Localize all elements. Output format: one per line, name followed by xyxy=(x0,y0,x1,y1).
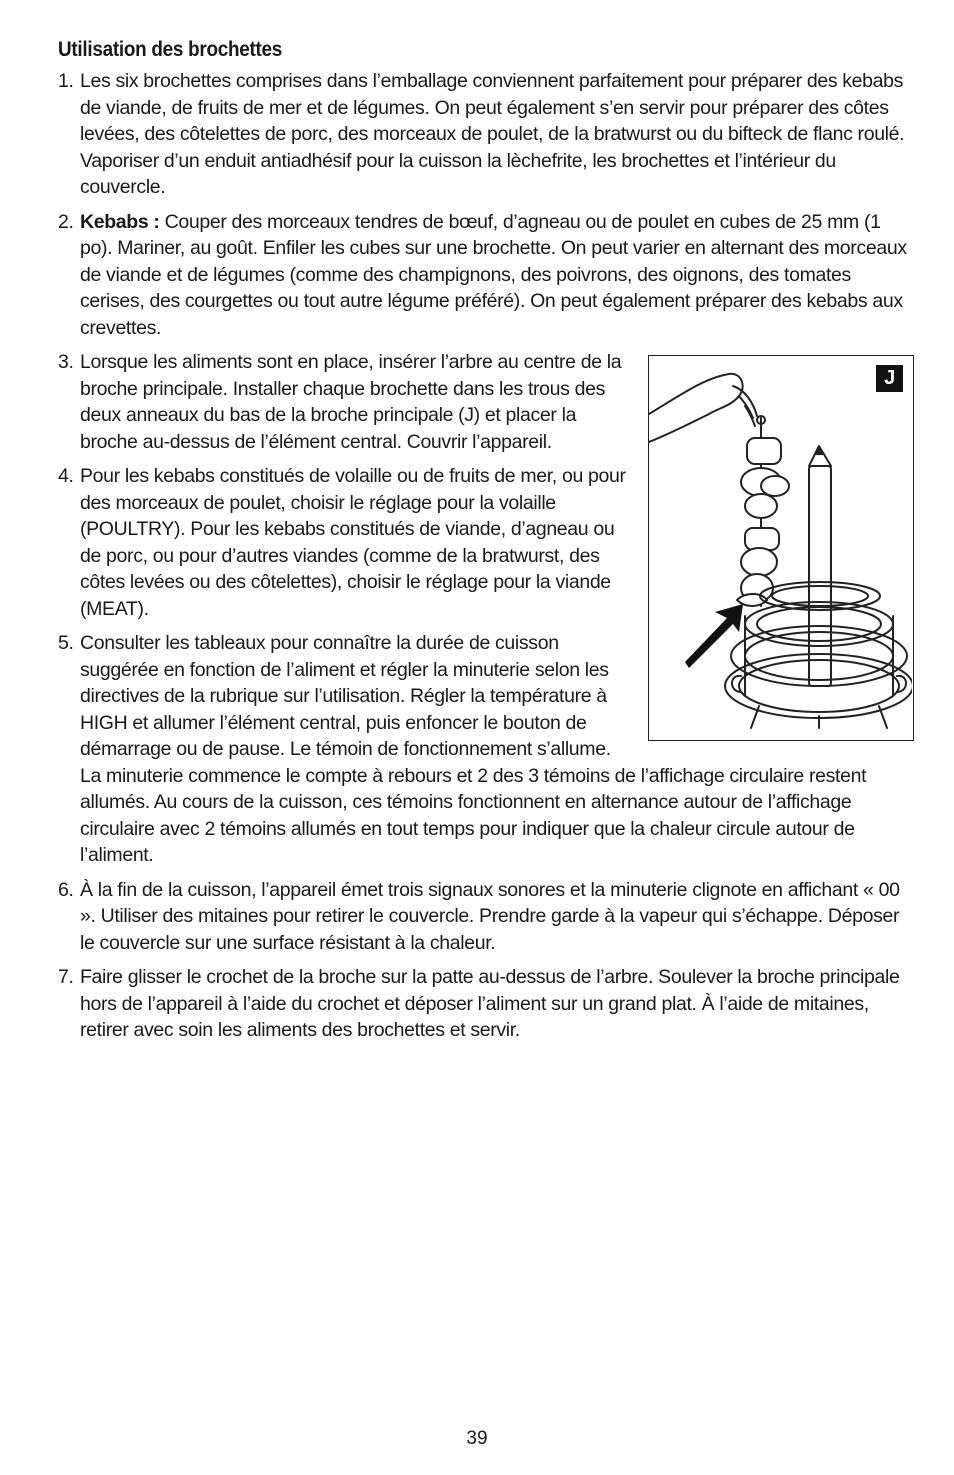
figure-label-badge: J xyxy=(876,365,903,392)
section-heading: Utilisation des brochettes xyxy=(58,38,283,61)
list-item-1: 1. Les six brochettes comprises dans l’emballage conviennent parfaitement pour préparer des kebabs de viande, de fruits de mer et de légumes. On peut également s’en servir pour préparer des côtes levées, des côtelettes de porc, des morceaux de poulet, de la bratwurst ou du bifteck de flanc roulé. Vaporiser d’un enduit antiadhésif pour la cuisson la lèchefrite, les brochettes et l’intérieur du couvercle. xyxy=(58,70,905,198)
list-item-3: J 3. Lorsque les aliments sont en place, insérer l’arbre au centre de la broche principale. Installer chaque brochette dans les trous des deux anneaux du bas de la broche principale (J) et placer la broche au-dessus de l’élément central. Couvrir l’appareil. xyxy=(58,349,914,455)
page-content xyxy=(58,38,914,1052)
kebabs-lead: Kebabs : xyxy=(80,210,160,233)
list-item-6: 6. À la fin de la cuisson, l’appareil émet trois signaux sonores et la minuterie clignote en affichant « 00 ». Utiliser des mitaines pour retirer le couvercle. Prendre garde à la vapeur qui s’échappe. Déposer le couvercle sur une surface résistant à la chaleur. xyxy=(58,878,900,954)
list-item-4: 4. Pour les kebabs constitués de volaille ou de fruits de mer, ou pour des morceaux de poulet, choisir le réglage pour la volaille (POULTRY). Pour les kebabs constitués de viande, d’agneau ou de porc, ou pour d’autres viandes (comme de la bratwurst, des côtes levées ou des côtelettes), choisir le réglage pour la viande (MEAT). xyxy=(58,465,626,620)
list-item-7: 7. Faire glisser le crochet de la broche sur la patte au-dessus de l’arbre. Soulever la broche principale hors de l’appareil à l’aide du crochet et déposer l’aliment sur un grand plat. À l’aide de mitaines, retirer avec soin les aliments des brochettes et servir. xyxy=(58,966,900,1041)
page-number: 39 xyxy=(466,1428,488,1449)
instructions-list xyxy=(58,68,914,1044)
list-item-2: 2. Kebabs : Couper des morceaux tendres de bœuf, d’agneau ou de poulet en cubes de 25 mm (1 po). Mariner, au goût. Enfiler les cubes sur une brochette. On peut varier en alternant des morceaux de viande et de légumes (comme des champignons, des poivrons, des oignons, des tomates cerises, des courgettes ou tout autre légume préféré). On peut également préparer des kebabs aux crevettes. xyxy=(58,210,907,339)
list-item-5: 5. Consulter les tableaux pour connaître la durée de cuisson suggérée en fonction de l’aliment et régler la minuterie selon les directives de la rubrique sur l’utilisation. Régler la température à HIGH et allumer l’élément central, puis enfoncer le bouton de démarrage ou de pause. Le témoin de fonctionnement s’allume. La minuterie commence le compte à rebours et 2 des 3 témoins de l’affichage circulaire restent allumés. Au cours de la cuisson, ces témoins fonctionnent en alternance autour de l’affichage circulaire avec 2 témoins allumés en tout temps pour indiquer que la chaleur circule autour de l’aliment. xyxy=(58,632,867,866)
